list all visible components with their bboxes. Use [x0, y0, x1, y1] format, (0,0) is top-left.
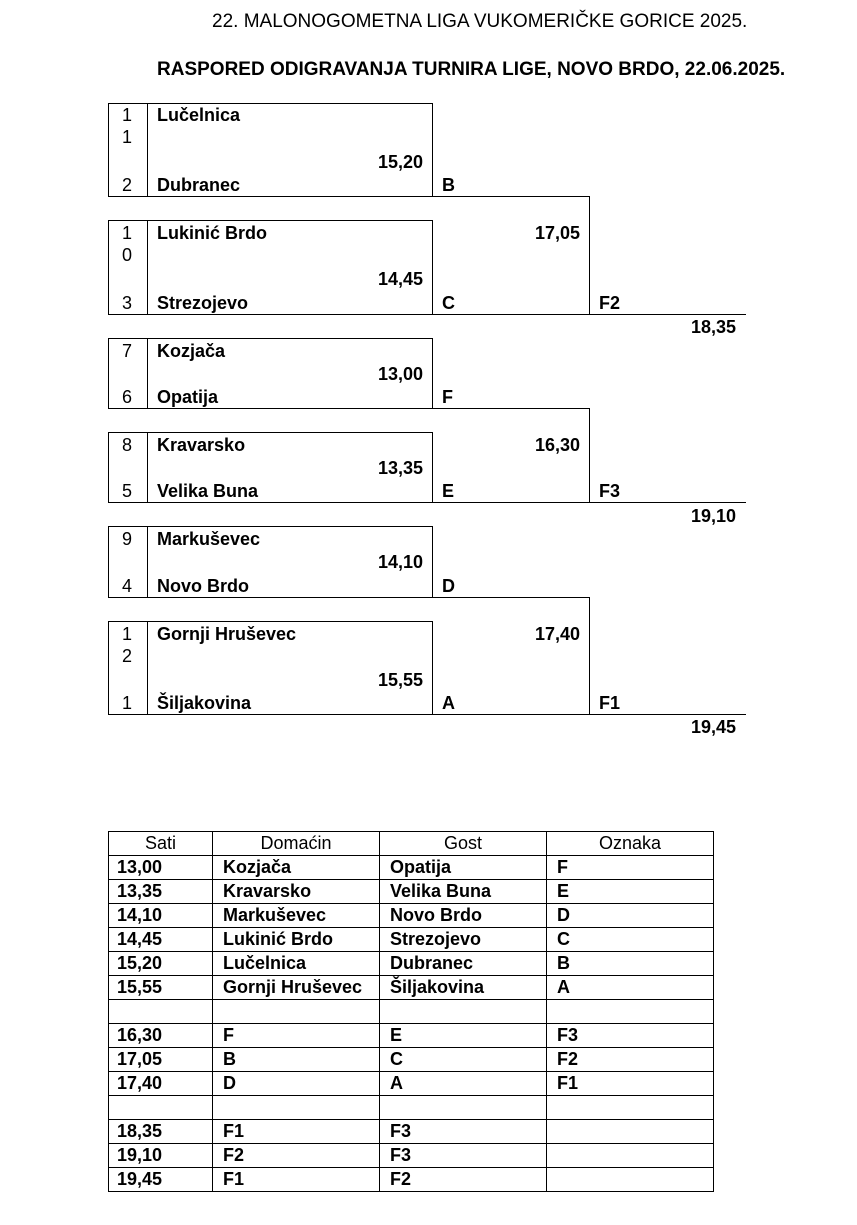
page-subtitle: RASPORED ODIGRAVANJA TURNIRA LIGE, NOVO BRDO, 22.06.2025. [157, 59, 786, 80]
table-cell: 19,10 [109, 1144, 213, 1168]
table-cell: Strezojevo [380, 928, 547, 952]
seed-number: 1 0 [122, 223, 133, 265]
final-time: 19,45 [690, 717, 736, 737]
match-time: 15,55 [377, 670, 423, 690]
table-cell: 14,45 [109, 928, 213, 952]
seed-number: 9 [122, 529, 133, 549]
table-cell: Šiljakovina [380, 976, 547, 1000]
seed-number: 6 [122, 387, 133, 407]
table-cell [547, 1120, 714, 1144]
table-header-row [109, 832, 714, 856]
table-row [109, 1120, 714, 1144]
table-row [109, 1072, 714, 1096]
match-label: F [442, 387, 453, 407]
table-cell: Markuševec [213, 904, 380, 928]
final-time: 18,35 [690, 317, 736, 337]
table-cell: 13,00 [109, 856, 213, 880]
seed-number: 1 2 [122, 624, 133, 666]
table-cell: Novo Brdo [380, 904, 547, 928]
table-cell: E [380, 1024, 547, 1048]
match-time: 15,20 [377, 152, 423, 172]
table-cell: A [547, 976, 714, 1000]
table-cell: 17,05 [109, 1048, 213, 1072]
table-cell: B [213, 1048, 380, 1072]
table-cell: F2 [547, 1048, 714, 1072]
table-cell: Dubranec [380, 952, 547, 976]
table-cell [213, 1096, 380, 1120]
page-title: 22. MALONOGOMETNA LIGA VUKOMERIČKE GORICE 2025. [212, 11, 748, 32]
table-cell: Lučelnica [213, 952, 380, 976]
match-time: 16,30 [534, 435, 580, 455]
column-header: Domaćin [213, 832, 380, 856]
table-cell: 16,30 [109, 1024, 213, 1048]
table-cell: F1 [213, 1120, 380, 1144]
team-name: Kozjača [157, 341, 226, 361]
table-cell [380, 1096, 547, 1120]
table-cell: F2 [380, 1168, 547, 1192]
table-cell: 18,35 [109, 1120, 213, 1144]
match-time: 17,40 [534, 624, 580, 644]
table-cell: F2 [213, 1144, 380, 1168]
table-cell: Lukinić Brdo [213, 928, 380, 952]
table-row [109, 880, 714, 904]
table-cell [213, 1000, 380, 1024]
table-cell [380, 1000, 547, 1024]
table-row [109, 976, 714, 1000]
table-cell: C [547, 928, 714, 952]
table-cell: Gornji Hruševec [213, 976, 380, 1000]
match-label: E [442, 481, 455, 501]
match-label: B [442, 175, 455, 195]
team-name: Velika Buna [157, 481, 259, 501]
table-cell: 14,10 [109, 904, 213, 928]
table-cell [547, 1000, 714, 1024]
table-cell: 13,35 [109, 880, 213, 904]
table-cell: D [547, 904, 714, 928]
table-cell: F3 [547, 1024, 714, 1048]
table-cell: 15,55 [109, 976, 213, 1000]
seed-number: 4 [122, 576, 133, 596]
team-name: Dubranec [157, 175, 241, 195]
table-row [109, 1048, 714, 1072]
table-cell: Kravarsko [213, 880, 380, 904]
team-name: Šiljakovina [157, 693, 252, 713]
table-cell [547, 1168, 714, 1192]
team-name: Gornji Hruševec [157, 624, 297, 644]
table-cell: 19,45 [109, 1168, 213, 1192]
seed-number: 3 [122, 293, 133, 313]
match-time: 13,35 [377, 458, 423, 478]
table-cell [109, 1096, 213, 1120]
table-cell: F1 [213, 1168, 380, 1192]
table-cell: A [380, 1072, 547, 1096]
match-time: 17,05 [534, 223, 580, 243]
team-name: Lukinić Brdo [157, 223, 268, 243]
table-cell: 17,40 [109, 1072, 213, 1096]
table-row [109, 856, 714, 880]
seed-number: 8 [122, 435, 133, 455]
table-cell [109, 1000, 213, 1024]
table-row [109, 1168, 714, 1192]
match-time: 14,10 [377, 552, 423, 572]
table-cell: Velika Buna [380, 880, 547, 904]
seed-number: 5 [122, 481, 133, 501]
table-cell: Opatija [380, 856, 547, 880]
final-time: 19,10 [690, 506, 736, 526]
match-label: C [442, 293, 455, 313]
table-cell: F [547, 856, 714, 880]
team-name: Strezojevo [157, 293, 249, 313]
seed-number: 2 [122, 175, 133, 195]
table-row [109, 952, 714, 976]
team-name: Novo Brdo [157, 576, 249, 596]
table-row [109, 1144, 714, 1168]
seed-number: 7 [122, 341, 133, 361]
column-header: Sati [109, 832, 213, 856]
table-cell: B [547, 952, 714, 976]
match-time: 14,45 [377, 269, 423, 289]
table-row [109, 1000, 714, 1024]
team-name: Markuševec [157, 529, 261, 549]
team-name: Opatija [157, 387, 219, 407]
table-row [109, 1024, 714, 1048]
schedule-table [108, 831, 714, 1192]
schedule-body [109, 856, 714, 1192]
seed-number: 1 1 [122, 105, 133, 147]
table-cell: F3 [380, 1144, 547, 1168]
table-cell: F [213, 1024, 380, 1048]
column-header: Oznaka [547, 832, 714, 856]
table-cell: F3 [380, 1120, 547, 1144]
match-label: F2 [599, 293, 621, 313]
team-name: Kravarsko [157, 435, 246, 455]
table-cell: D [213, 1072, 380, 1096]
match-time: 13,00 [377, 364, 423, 384]
table-cell: Kozjača [213, 856, 380, 880]
match-label: F3 [599, 481, 621, 501]
seed-number: 1 [122, 693, 133, 713]
table-cell: E [547, 880, 714, 904]
match-label: A [442, 693, 455, 713]
match-label: F1 [599, 693, 621, 713]
table-row [109, 904, 714, 928]
table-cell [547, 1096, 714, 1120]
table-cell: F1 [547, 1072, 714, 1096]
table-cell [547, 1144, 714, 1168]
table-row [109, 928, 714, 952]
team-name: Lučelnica [157, 105, 241, 125]
table-cell: C [380, 1048, 547, 1072]
column-header: Gost [380, 832, 547, 856]
table-cell: 15,20 [109, 952, 213, 976]
match-label: D [442, 576, 455, 596]
table-row [109, 1096, 714, 1120]
